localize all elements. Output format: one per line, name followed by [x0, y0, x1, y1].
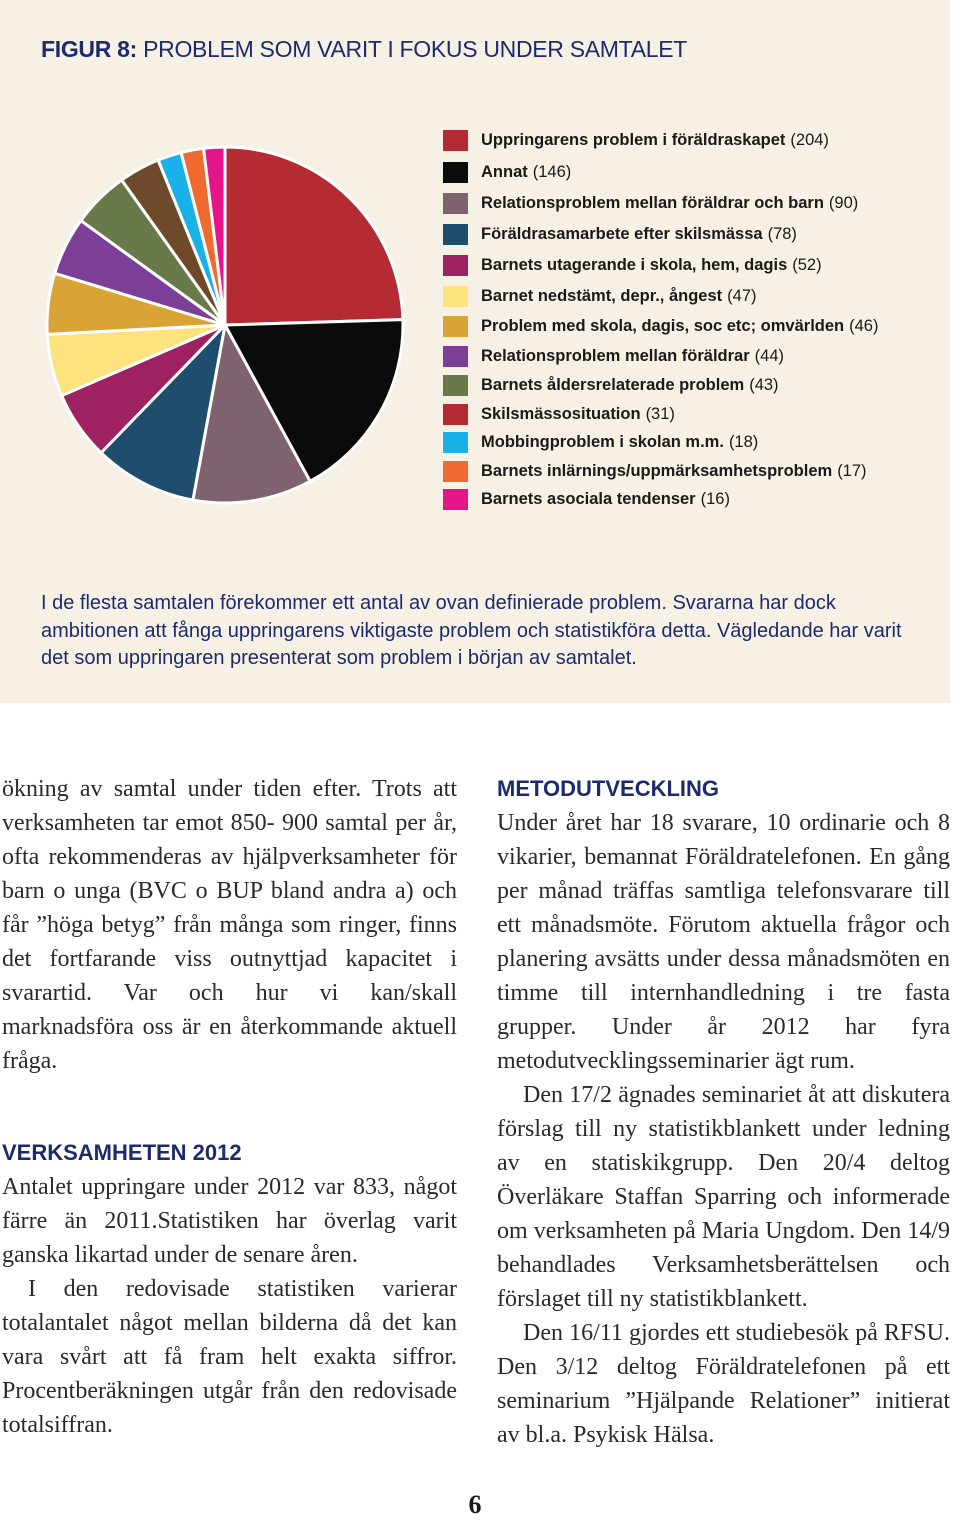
- legend-item: [443, 314, 878, 338]
- figure-label: FIGUR 8:: [41, 36, 137, 62]
- legend-swatch: [443, 404, 468, 425]
- legend-item: [443, 160, 571, 184]
- legend-count: (43): [749, 375, 779, 394]
- section-heading-verksamheten: VERKSAMHETEN 2012: [2, 1140, 242, 1165]
- legend-swatch: [443, 224, 468, 245]
- legend-swatch: [443, 193, 468, 214]
- legend-count: (52): [792, 255, 822, 274]
- legend-swatch: [443, 255, 468, 276]
- figure-caption: I de flesta samtalen förekommer ett antal av ovan definierade problem. Svararna har dock ambitionen att fånga uppringarens viktigaste problem och statistikföra detta. Vägledande har varit det som uppringaren presenterat som problem i början av samtalet.: [41, 592, 902, 669]
- legend-count: (17): [837, 461, 867, 480]
- section-heading-metodutveckling: METODUTVECKLING: [497, 776, 720, 801]
- legend-label: Barnets inlärnings/uppmärksamhetsproblem: [481, 461, 833, 480]
- left-paragraph-1: ökning av samtal under tiden efter. Trots att verksamheten tar emot 850- 900 samtal per år, ofta rekommenderas av hjälpverksamheter för barn o unga (BVC o BUP bland andra a) och får ”höga betyg” från många som ringer, finns det fortfarande viss outnyttjad kapacitet i svarartid. Var och hur vi kan/skall marknadsföra oss är en återkommande aktuell fråga.: [2, 776, 457, 1074]
- legend-swatch: [443, 130, 468, 151]
- left-column: [2, 772, 457, 1442]
- legend-label: Uppringarens problem i föräldraskapet: [481, 130, 786, 149]
- legend-item: [443, 373, 779, 397]
- legend-count: (47): [727, 286, 757, 305]
- legend-item: [443, 430, 758, 454]
- pie-chart: [40, 140, 410, 510]
- legend-count: (78): [767, 224, 797, 243]
- legend-label: Barnets åldersrelaterade problem: [481, 375, 745, 394]
- left-paragraph-2: Antalet uppringare under 2012 var 833, något färre än 2011.Statistiken har överlag varit ganska likartad under de senare åren.: [2, 1174, 457, 1268]
- left-paragraph-3: I den redovisade statistiken varierar totalantalet något mellan bilderna då det kan vara svårt att få fram helt exakta siffror. Procentberäkningen utgår från den redovisade totalsiffran.: [2, 1276, 457, 1438]
- legend-item: [443, 487, 730, 511]
- legend-label: Relationsproblem mellan föräldrar: [481, 346, 750, 365]
- legend-label: Annat: [481, 162, 528, 181]
- legend-count: (204): [790, 130, 829, 149]
- legend-item: [443, 128, 829, 152]
- legend-swatch: [443, 346, 468, 367]
- legend-swatch: [443, 286, 468, 307]
- legend-item: [443, 253, 822, 277]
- figure-panel: [0, 0, 950, 703]
- right-paragraph-3: Den 16/11 gjordes ett studiebesök på RFSU. Den 3/12 deltog Föräldratelefonen på ett seminarium ”Hjälpande Relationer” initierat av bl.a. Psykisk Hälsa.: [497, 1320, 950, 1448]
- figure-title: [41, 36, 687, 63]
- legend-label: Barnets asociala tendenser: [481, 489, 696, 508]
- legend-count: (44): [754, 346, 784, 365]
- legend-count: (146): [532, 162, 572, 181]
- legend-count: (16): [700, 489, 730, 508]
- legend-item: [443, 284, 757, 308]
- legend-count: (90): [828, 193, 859, 212]
- legend-item: [443, 402, 675, 426]
- legend-label: Skilsmässosituation: [481, 404, 641, 423]
- legend-label: Problem med skola, dagis, soc etc; omvärlden: [481, 316, 845, 335]
- legend-swatch: [443, 162, 468, 183]
- right-column: [497, 772, 950, 1452]
- legend-swatch: [443, 316, 468, 337]
- legend-item: [443, 459, 867, 483]
- legend-count: (46): [849, 316, 879, 335]
- legend-item: [443, 344, 784, 368]
- legend-count: (18): [728, 432, 759, 451]
- legend-label: Mobbingproblem i skolan m.m.: [481, 432, 724, 451]
- legend-swatch: [443, 432, 468, 453]
- page-number: 6: [468, 1490, 482, 1519]
- legend-label: Föräldrasamarbete efter skilsmässa: [481, 224, 763, 243]
- pie-slice-0: [225, 147, 403, 325]
- legend-label: Barnet nedstämt, depr., ångest: [481, 286, 723, 305]
- legend-swatch: [443, 375, 468, 396]
- right-paragraph-2: Den 17/2 ägnades seminariet åt att diskutera förslag till ny statistikblankett under ledning av en statiskikgrupp. Den 20/4 deltog Överläkare Staffan Sparring och informerade om verksamheten på Maria Ungdom. Den 14/9 behandlades Verksamhetsberättelsen och förslaget till ny statistikblankett.: [497, 1082, 950, 1312]
- legend-item: [443, 191, 858, 215]
- legend-swatch: [443, 461, 468, 482]
- figure-title-text: PROBLEM SOM VARIT I FOKUS UNDER SAMTALET: [143, 36, 688, 62]
- legend-label: Barnets utagerande i skola, hem, dagis: [481, 255, 788, 274]
- right-paragraph-1: Under året har 18 svarare, 10 ordinarie och 8 vikarier, bemannat Föräldratelefonen. En gång per månad träffas samtliga telefonsvarare till ett månadsmöte. Förutom aktuella frågor och planering avsätts under dessa månadsmöten en timme till internhandledning i tre fasta grupper. Under år 2012 har fyra metodutvecklingsseminarier ägt rum.: [497, 810, 950, 1074]
- legend-count: (31): [645, 404, 675, 423]
- legend-item: [443, 222, 797, 246]
- legend-label: Relationsproblem mellan föräldrar och barn: [481, 193, 824, 212]
- legend-swatch: [443, 489, 468, 510]
